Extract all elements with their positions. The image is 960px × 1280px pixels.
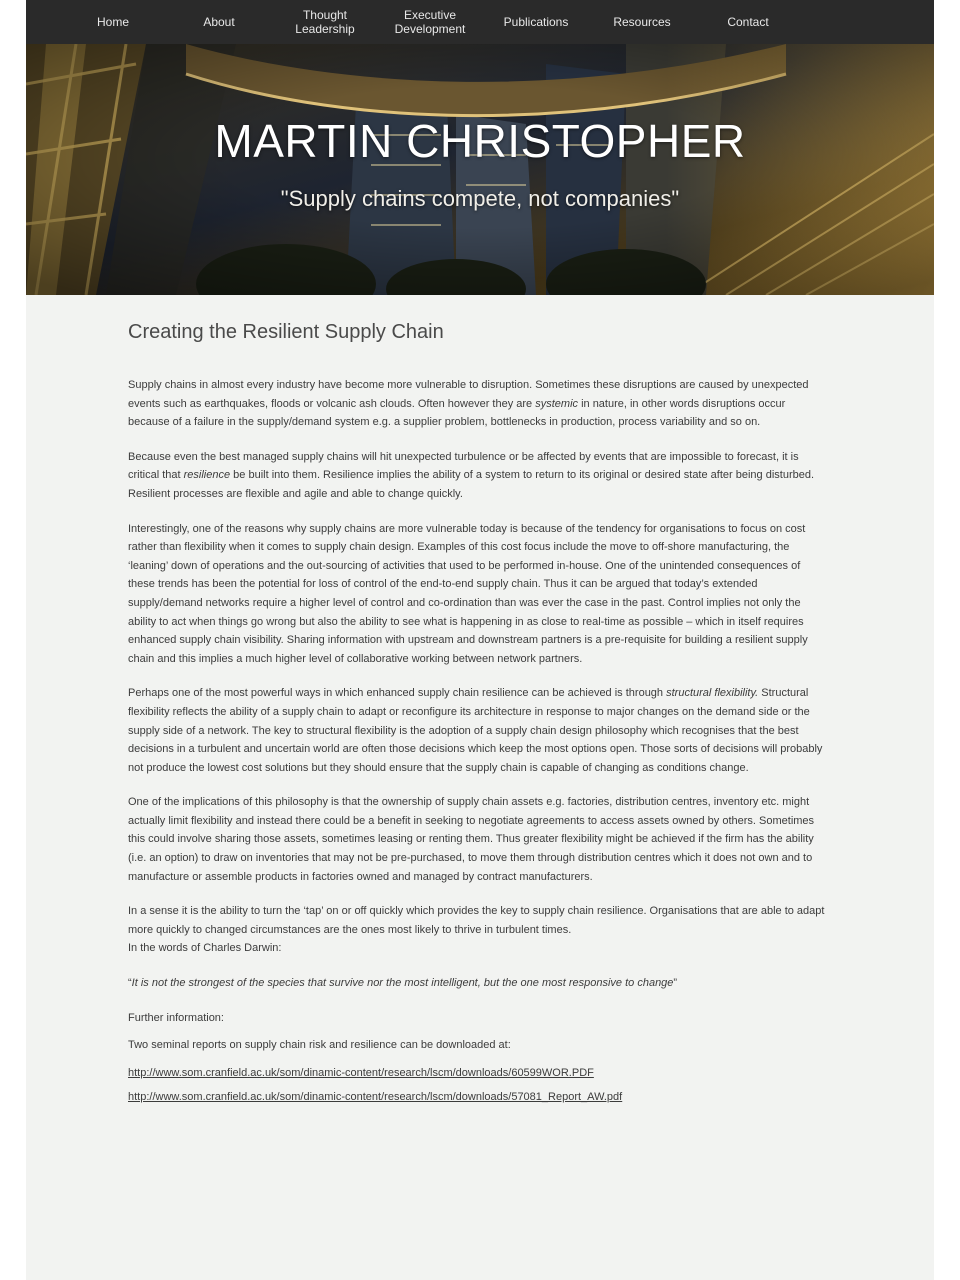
further-information-label: Further information:: [128, 1011, 224, 1024]
report-link-1[interactable]: http://www.som.cranfield.ac.uk/som/dinamic-content/research/lscm/downloads/60599WOR.PDF: [128, 1066, 594, 1079]
nav-home[interactable]: Home: [96, 15, 129, 29]
report-link-2[interactable]: http://www.som.cranfield.ac.uk/som/dinamic-content/research/lscm/downloads/57081_Report_AW.pdf: [128, 1090, 623, 1103]
paragraph-4-text-a: Perhaps one of the most powerful ways in which enhanced supply chain resilience can be achieved is through: [128, 687, 667, 700]
paragraph-5: One of the implications of this philosophy is that the ownership of supply chain assets e.g. factories, distribution centres, inventory etc. might actually limit flexibility and instead there could be a benefit in seeking to negotiate agreements to access assets owned by others. Sometimes this could involve sharing those assets, sometimes leasing or renting them. Thus greater flexibility might be achieved if the firm has the ability (i.e. an option) to draw on inventories that may not be pre-purchased, to move them through distribution centres which it does not own and to manufacture or assemble products in factories owned and managed by contract manufacturers.: [128, 796, 815, 883]
paragraph-7: In the words of Charles Darwin:: [128, 942, 282, 955]
paragraph-1: [128, 376, 828, 432]
article-title: Creating the Resilient Supply Chain: [128, 321, 444, 343]
nav-publications[interactable]: Publications: [503, 15, 569, 29]
darwin-quote: [128, 974, 828, 993]
article: [128, 318, 828, 1112]
paragraph-1-emphasis: systemic: [535, 397, 579, 410]
hero-tagline: "Supply chains compete, not companies": [280, 186, 680, 211]
paragraph-1-text-a: Supply chains in almost every industry have become more vulnerable to disruption. Sometimes these disruptions are caused by unexpected events such as earthquakes, floods or volcanic ash clouds. Often however they are: [128, 379, 809, 410]
paragraph-4: [128, 684, 828, 777]
hero-city-background: [26, 44, 934, 295]
hero-title: MARTIN CHRISTOPHER: [214, 115, 746, 167]
top-navigation: [26, 0, 934, 44]
paragraph-3: Interestingly, one of the reasons why supply chains are more vulnerable today is because of the tendency for organisations to focus on cost rather than flexibility when it comes to supply chain design. Examples of this cost focus include the move to off-shore manufacturing, the ‘leaning’ down of operations and the out-sourcing of activities that used to be performed in-house. One of the unintended consequences of these trends has been the potential for loss of control of the end-to-end supply chain. Thus it can be argued that today’s extended supply/demand networks require a higher level of control and co-ordination than was ever the case in the past. Control implies not only the ability to act when things go wrong but also the ability to see what is happening in as close to real-time as possible – which in itself requires enhanced supply chain visibility. Sharing information with upstream and downstream partners is a pre-requisite for building a resilient supply chain and this implies a much higher level of collaborative working between network partners.: [128, 522, 808, 665]
paragraph-2-text-b: be built into them. Resilience implies the ability of a system to return to its original or desired state after being disturbed. Resilient processes are flexible and agile and able to change quickly.: [128, 469, 815, 500]
paragraph-4-text-b: Structural flexibility reflects the ability of a supply chain to adapt or reconfigure its architecture in response to major changes on the demand side or the supply side of a network. The key to structural flexibility is the adoption of a supply chain design philosophy which recognises that the best decisions in a turbulent and uncertain world are often those decisions which keep the most options open. Those sorts of decisions will probably not produce the lowest cost solutions but they should ensure that the supply chain is capable of changing as conditions change.: [128, 687, 823, 774]
nav-resources[interactable]: Resources: [613, 15, 671, 29]
paragraph-1-text-b: in nature, in other words disruptions occur because of a failure in the supply/demand system e.g. a supplier problem, bottlenecks in production, process variability and so on.: [128, 397, 786, 429]
paragraph-2-emphasis: resilience: [183, 469, 231, 482]
quote-text: It is not the strongest of the species that survive nor the most intelligent, but the one most responsive to change: [131, 977, 674, 990]
quote-open-mark: “: [128, 977, 132, 990]
nav-executive-development[interactable]: Executive Development: [394, 8, 466, 36]
paragraph-6: In a sense it is the ability to turn the ‘tap’ on or off quickly which provides the key to supply chain resilience. Organisations that are able to adapt more quickly to changed circumstances are the ones most likely to thrive in turbulent times.: [128, 905, 825, 936]
paragraph-2-text-a: Because even the best managed supply chains will hit unexpected turbulence or be affected by events that are impossible to forecast, it is critical that: [128, 450, 799, 482]
paragraph-2: [128, 448, 828, 504]
page: [26, 0, 934, 1280]
paragraph-4-emphasis: structural flexibility.: [666, 687, 759, 700]
quote-close-mark: ”: [673, 977, 678, 990]
nav-contact[interactable]: Contact: [727, 15, 769, 29]
nav-about[interactable]: About: [203, 15, 235, 29]
reports-intro: Two seminal reports on supply chain risk and resilience can be downloaded at:: [128, 1039, 511, 1052]
hero-banner: [26, 44, 934, 295]
nav-thought-leadership[interactable]: Thought Leadership: [295, 8, 355, 36]
